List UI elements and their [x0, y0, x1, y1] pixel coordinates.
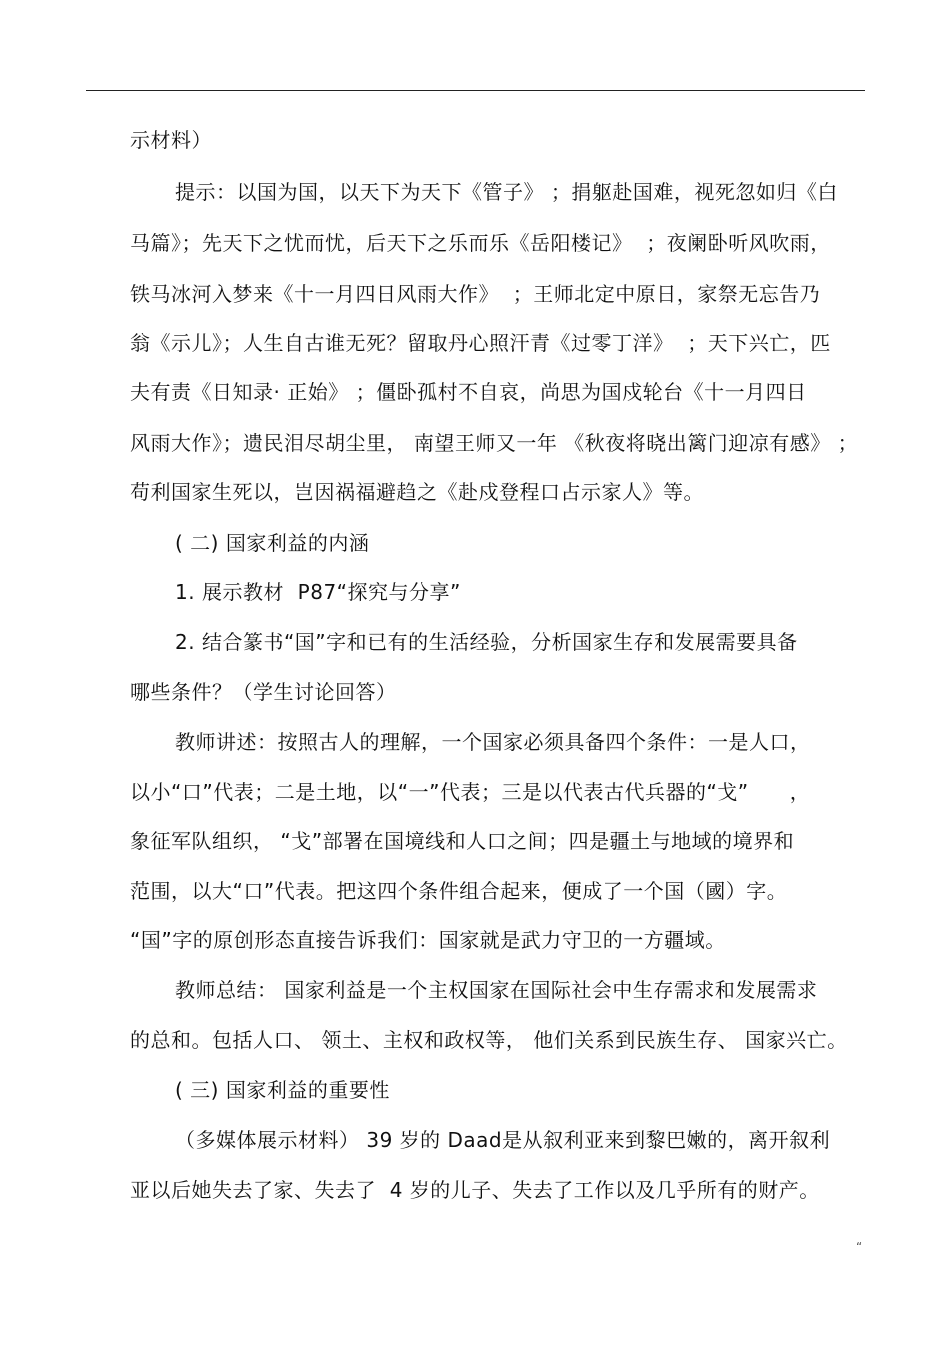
text-line: 示材料） [130, 128, 212, 152]
text-line: 风雨大作》；遗民泪尽胡尘里， 南望王师又一年 《秋夜将晓出篱门迎凉有感》 ； [130, 431, 859, 455]
text-line: 的总和。包括人口、 领土、主权和政权等， 他们关系到民族生存、 国家兴亡。 [130, 1028, 848, 1052]
text-line: 2. 结合篆书“国”字和已有的生活经验，分析国家生存和发展需要具备 [175, 630, 798, 654]
text-line: 提示：以国为国，以天下为天下《管子》 ；捐躯赴国难，视死忽如归《白 [175, 180, 838, 204]
text-line: 翁《示儿》；人生自古谁无死？留取丹心照汗青《过零丁洋》 ；天下兴亡，匹 [130, 331, 831, 355]
header-rule [86, 90, 865, 91]
text-line: 范围，以大“口”代表。把这四个条件组合起来，便成了一个国（國）字。 [130, 879, 788, 903]
text-line: 夫有责《日知录· 正始》 ；僵卧孤村不自哀，尚思为国戍轮台《十一月四日 [130, 380, 807, 404]
text-line: “国”字的原创形态直接告诉我们：国家就是武力守卫的一方疆域。 [130, 928, 726, 952]
section-heading: ( 二) 国家利益的内涵 [175, 531, 370, 555]
text-line: 哪些条件？（学生讨论回答） [130, 680, 397, 704]
text-line: 苟利国家生死以，岂因祸福避趋之《赴戍登程口占示家人》等。 [130, 480, 704, 504]
text-line: 亚以后她失去了家、失去了 4 岁的儿子、失去了工作以及几乎所有的财产。 [130, 1178, 820, 1202]
text-line: 教师讲述：按照古人的理解，一个国家必须具备四个条件：一是人口， [175, 730, 811, 754]
text-line: 象征军队组织， “戈”部署在国境线和人口之间；四是疆土与地域的境界和 [130, 829, 795, 853]
text-line: 教师总结： 国家利益是一个主权国家在国际社会中生存需求和发展需求 [175, 978, 818, 1002]
text-line: 马篇》；先天下之忧而忧，后天下之乐而乐《岳阳楼记》 ；夜阑卧听风吹雨， [130, 231, 831, 255]
text-line: 铁马冰河入梦来《十一月四日风雨大作》 ；王师北定中原日，家祭无忘告乃 [130, 282, 821, 306]
corner-mark: “ [856, 1240, 863, 1254]
text-line: 以小“口”代表；二是土地，以“一”代表；三是以代表古代兵器的“戈” ， [130, 780, 811, 804]
section-heading: ( 三) 国家利益的重要性 [175, 1078, 390, 1102]
text-line: 1. 展示教材 P87“探究与分享” [175, 580, 461, 604]
text-line: （多媒体展示材料） 39 岁的 Daad是从叙利亚来到黎巴嫩的，离开叙利 [175, 1128, 831, 1152]
